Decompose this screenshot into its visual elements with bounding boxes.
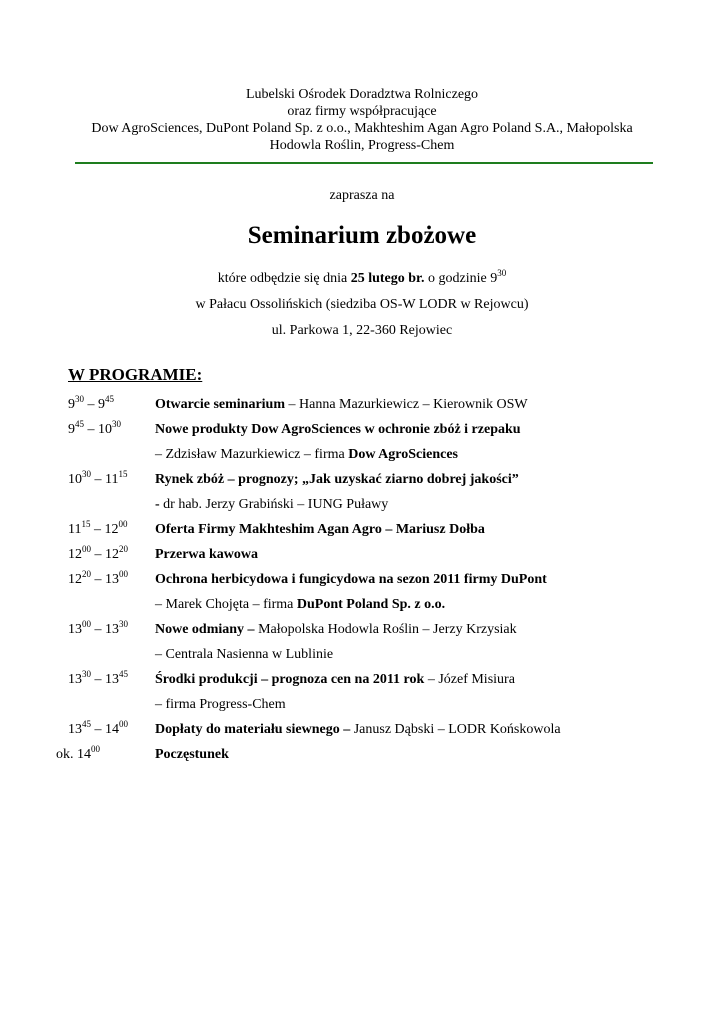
item-speaker: – firma Progress-Chem [155, 696, 286, 712]
program-description [155, 747, 668, 763]
program-row [68, 717, 668, 742]
program-description [155, 697, 668, 713]
program-row [68, 417, 668, 442]
item-title: Nowe odmiany – [155, 621, 255, 637]
header-line-1: Lubelski Ośrodek Doradztwa Rolniczego [245, 87, 479, 102]
program-description [155, 722, 668, 738]
time-start: 13 [68, 671, 82, 687]
program-row [68, 567, 668, 592]
time-start: 12 [68, 546, 82, 562]
time-start: 11 [68, 521, 82, 537]
time-end-minutes: 20 [119, 543, 128, 554]
date-post: o godzinie 9 [424, 271, 498, 286]
item-speaker: Małopolska Hodowla Roślin – Jerzy Krzysiak [254, 621, 517, 637]
item-company: DuPont Poland Sp. z o.o. [296, 596, 446, 612]
event-date: 25 lutego br. [350, 271, 425, 286]
item-title: Nowe produkty Dow AgroSciences w ochronie zbóż i rzepaku [155, 421, 521, 437]
item-title: Dopłaty do materiału siewnego – [155, 721, 351, 737]
item-title: Przerwa kawowa [155, 546, 259, 562]
item-dash: - [155, 496, 164, 512]
program-row [68, 392, 668, 417]
date-time-sup: 30 [497, 268, 507, 278]
time-end: – 12 [90, 521, 119, 537]
program-row [68, 467, 668, 492]
time-end: – 13 [91, 671, 119, 687]
time-start: 13 [68, 621, 82, 637]
time-end-minutes: 45 [119, 668, 128, 679]
time-start: ok. 14 [56, 746, 91, 762]
program-time [68, 418, 155, 438]
invite-text: zaprasza na [329, 188, 395, 203]
program-time [68, 618, 155, 638]
time-start: 12 [68, 571, 82, 587]
time-end: – 12 [91, 546, 119, 562]
time-end: – 10 [84, 421, 112, 437]
item-speaker: – Hanna Mazurkiewicz – Kierownik OSW [285, 396, 528, 412]
program-row [68, 642, 668, 667]
time-end-minutes: 45 [105, 393, 114, 404]
program-heading: W PROGRAMIE: [68, 365, 203, 384]
event-address: ul. Parkowa 1, 22-360 Rejowiec [271, 323, 453, 338]
program-row [68, 492, 668, 517]
program-row [68, 542, 668, 567]
organizer-header [40, 86, 684, 154]
green-divider [75, 162, 653, 164]
item-speaker: Janusz Dąbski – LODR Końskowola [350, 721, 561, 737]
program-description [155, 472, 668, 488]
item-speaker: – Centrala Nasienna w Lublinie [155, 646, 334, 662]
program-row [68, 517, 668, 542]
program-description [155, 547, 668, 563]
program-description [155, 597, 668, 613]
program-description [155, 622, 668, 638]
program-time [68, 393, 155, 413]
seminar-title: Seminarium zbożowe [247, 222, 477, 249]
time-end: – 9 [84, 396, 105, 412]
program-list [56, 392, 668, 767]
time-start-minutes: 45 [82, 718, 91, 729]
item-company: Dow AgroSciences [348, 446, 459, 462]
time-start-minutes: 45 [75, 418, 84, 429]
item-speaker: – Zdzisław Mazurkiewicz – firma [155, 446, 349, 462]
item-speaker: – Marek Chojęta – firma [155, 596, 297, 612]
program-time [68, 543, 155, 563]
program-row [68, 592, 668, 617]
time-start: 13 [68, 721, 82, 737]
program-time [68, 668, 155, 688]
program-row [68, 442, 668, 467]
date-pre: które odbędzie się dnia [217, 271, 351, 286]
time-start: 10 [68, 471, 82, 487]
header-line-4: Hodowla Roślin, Progress-Chem [269, 138, 455, 153]
item-speaker: dr hab. Jerzy Grabiński – IUNG Puławy [163, 496, 389, 512]
item-speaker: – Józef Misiura [424, 671, 515, 687]
item-title: Poczęstunek [155, 746, 229, 762]
program-time [56, 743, 155, 763]
program-description [155, 647, 668, 663]
event-place: w Pałacu Ossolińskich (siedziba OS-W LODR w Rejowcu) [195, 297, 529, 312]
time-end-minutes: 00 [118, 518, 128, 529]
time-end: – 14 [91, 721, 119, 737]
time-start-minutes: 30 [82, 668, 91, 679]
program-time [68, 518, 155, 538]
time-end-minutes: 00 [119, 718, 128, 729]
item-title: Otwarcie seminarium [155, 396, 285, 412]
time-start-minutes: 30 [75, 393, 84, 404]
program-time [68, 468, 155, 488]
program-row [68, 692, 668, 717]
program-row [68, 617, 668, 642]
item-title: Środki produkcji – prognoza cen na 2011 rok [155, 671, 425, 687]
time-end-minutes: 00 [119, 568, 128, 579]
item-title: Ochrona herbicydowa i fungicydowa na sezon 2011 firmy DuPont [155, 571, 547, 587]
time-end-minutes: 15 [118, 468, 128, 479]
time-start: 9 [68, 421, 75, 437]
time-start-minutes: 00 [82, 618, 91, 629]
time-end: – 11 [91, 471, 119, 487]
program-description [155, 397, 668, 413]
item-title: Oferta Firmy Makhteshim Agan Agro – Mariusz Dołba [155, 521, 485, 537]
item-title: Rynek zbóż – prognozy; „Jak uzyskać ziarno dobrej jakości” [155, 471, 519, 487]
program-description [155, 497, 668, 513]
time-start-minutes: 00 [82, 543, 91, 554]
program-row [56, 742, 668, 767]
header-line-3: Dow AgroSciences, DuPont Poland Sp. z o.o., Makhteshim Agan Agro Poland S.A., Małopolska [91, 121, 633, 136]
time-start-minutes: 15 [81, 518, 91, 529]
program-description [155, 572, 668, 588]
program-description [155, 422, 668, 438]
time-start-minutes: 20 [82, 568, 91, 579]
program-time [68, 568, 155, 588]
header-line-2: oraz firmy współpracujące [287, 104, 437, 119]
time-end: – 13 [91, 571, 119, 587]
program-description [155, 447, 668, 463]
time-start-minutes: 30 [82, 468, 91, 479]
event-details [0, 266, 724, 344]
program-time [68, 718, 155, 738]
time-start-minutes: 00 [91, 743, 100, 754]
program-row [68, 667, 668, 692]
time-end: – 13 [91, 621, 119, 637]
time-end-minutes: 30 [119, 618, 128, 629]
event-date-line [0, 266, 724, 292]
program-description [155, 522, 668, 538]
time-end-minutes: 30 [112, 418, 121, 429]
time-start: 9 [68, 396, 75, 412]
program-description [155, 672, 668, 688]
